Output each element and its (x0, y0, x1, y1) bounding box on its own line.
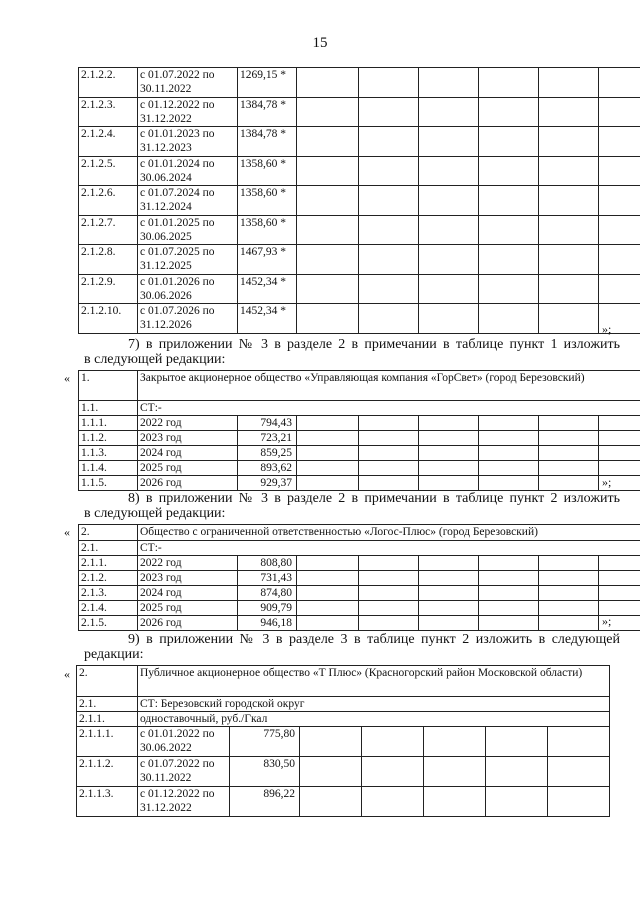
empty-cell (599, 431, 640, 446)
sub-num: 2.1. (77, 697, 138, 712)
empty-cell (359, 476, 419, 491)
empty-cell (479, 556, 539, 571)
empty-cell (419, 274, 479, 304)
row-num: 2.1.2.5. (79, 156, 138, 186)
empty-cell (479, 446, 539, 461)
paragraph-7-line-2: в следующей редакции: (84, 352, 226, 367)
row-period: с 01.12.2022 по 31.12.2022 (138, 787, 230, 817)
empty-cell (297, 431, 359, 446)
row-period: с 01.01.2022 по 30.06.2022 (138, 727, 230, 757)
tariff-table-continued (78, 67, 640, 334)
empty-cell (424, 787, 486, 817)
empty-cell (599, 556, 640, 571)
empty-cell (419, 68, 479, 98)
empty-cell (419, 616, 479, 631)
t-plus-table (76, 665, 610, 817)
empty-cell (599, 416, 640, 431)
empty-cell (297, 156, 359, 186)
empty-cell (539, 431, 599, 446)
empty-cell (479, 461, 539, 476)
row-value: 1384,78 * (238, 127, 297, 157)
empty-cell (539, 461, 599, 476)
table-row (79, 304, 640, 334)
empty-cell (297, 97, 359, 127)
sub-num: 1.1. (79, 401, 138, 416)
empty-cell (359, 156, 419, 186)
paragraph-9-line-1: 9) в приложении № 3 в разделе 3 в таблице пункт 2 изложить в следующей (128, 632, 620, 647)
empty-cell (359, 186, 419, 216)
table-row (79, 186, 640, 216)
row-year: 2023 год (138, 571, 238, 586)
empty-cell (300, 727, 362, 757)
gorsvet-table (78, 370, 640, 491)
empty-cell (479, 476, 539, 491)
row-year: 2023 год (138, 431, 238, 446)
opening-quote-mark: « (64, 371, 70, 385)
empty-cell (548, 727, 610, 757)
table-row (79, 601, 640, 616)
table-row (79, 616, 640, 631)
row-value: 794,43 (238, 416, 297, 431)
empty-cell (419, 461, 479, 476)
empty-cell (359, 571, 419, 586)
empty-cell (539, 245, 599, 275)
org-name: Общество с ограниченной ответственностью «Логос-Плюс» (город Березовский) (138, 525, 640, 541)
empty-cell (419, 245, 479, 275)
empty-cell (362, 727, 424, 757)
row-num: 1.1.5. (79, 476, 138, 491)
empty-cell (599, 245, 640, 275)
empty-cell (359, 586, 419, 601)
row-period: с 01.01.2025 по 30.06.2025 (138, 215, 238, 245)
sub-text: СТ:- (138, 401, 640, 416)
row-period: с 01.07.2024 по 31.12.2024 (138, 186, 238, 216)
empty-cell (486, 757, 548, 787)
empty-cell (419, 416, 479, 431)
empty-cell (297, 274, 359, 304)
row-value: 859,25 (238, 446, 297, 461)
empty-cell (297, 68, 359, 98)
row-period: с 01.07.2022 по 30.11.2022 (138, 757, 230, 787)
row-period: с 01.01.2026 по 30.06.2026 (138, 274, 238, 304)
empty-cell (486, 787, 548, 817)
empty-cell (297, 601, 359, 616)
empty-cell (539, 571, 599, 586)
empty-cell (539, 68, 599, 98)
row-value: 775,80 (230, 727, 300, 757)
empty-cell (539, 97, 599, 127)
empty-cell (539, 616, 599, 631)
paragraph-7-line-1: 7) в приложении № 3 в разделе 2 в примечании в таблице пункт 1 изложить (128, 337, 620, 352)
paragraph-8-line-1: 8) в приложении № 3 в разделе 2 в примечании в таблице пункт 2 изложить (128, 491, 620, 506)
empty-cell (539, 476, 599, 491)
empty-cell (359, 616, 419, 631)
empty-cell (479, 571, 539, 586)
empty-cell (419, 215, 479, 245)
closing-quote-mark: »; (602, 475, 612, 489)
row-period: с 01.12.2022 по 31.12.2022 (138, 97, 238, 127)
empty-cell (479, 68, 539, 98)
empty-cell (300, 757, 362, 787)
page-number: 15 (312, 35, 328, 51)
row-num: 2.1.2.3. (79, 97, 138, 127)
closing-quote-mark: »; (602, 614, 612, 628)
empty-cell (297, 616, 359, 631)
row-value: 896,22 (230, 787, 300, 817)
paragraph-9 (84, 632, 620, 662)
empty-cell (359, 556, 419, 571)
empty-cell (599, 446, 640, 461)
empty-cell (419, 431, 479, 446)
empty-cell (479, 186, 539, 216)
sub-text: СТ: Березовский городской округ (138, 697, 610, 712)
empty-cell (479, 97, 539, 127)
row-num: 2.1.2.2. (79, 68, 138, 98)
opening-quote-mark: « (64, 525, 70, 539)
row-num: 2.1.2.6. (79, 186, 138, 216)
empty-cell (297, 304, 359, 334)
empty-cell (599, 461, 640, 476)
row-num: 2.1.1.1. (77, 727, 138, 757)
empty-cell (479, 616, 539, 631)
empty-cell (539, 586, 599, 601)
empty-cell (359, 461, 419, 476)
row-year: 2024 год (138, 586, 238, 601)
empty-cell (359, 601, 419, 616)
empty-cell (479, 245, 539, 275)
empty-cell (599, 215, 640, 245)
row-value: 1452,34 * (238, 304, 297, 334)
empty-cell (297, 571, 359, 586)
paragraph-8-line-2: в следующей редакции: (84, 506, 226, 521)
empty-cell (297, 476, 359, 491)
sub2-num: 2.1.1. (77, 712, 138, 727)
table-row (79, 156, 640, 186)
empty-cell (419, 556, 479, 571)
table-row (79, 476, 640, 491)
empty-cell (359, 304, 419, 334)
empty-cell (359, 274, 419, 304)
empty-cell (424, 757, 486, 787)
empty-cell (359, 215, 419, 245)
empty-cell (539, 446, 599, 461)
empty-cell (599, 586, 640, 601)
empty-cell (599, 156, 640, 186)
table-row (79, 245, 640, 275)
table-row (79, 586, 640, 601)
row-num: 1.1.1. (79, 416, 138, 431)
table-row (77, 757, 610, 787)
row-num: 2.1.1.3. (77, 787, 138, 817)
empty-cell (599, 97, 640, 127)
empty-cell (297, 446, 359, 461)
row-year: 2025 год (138, 461, 238, 476)
row-value: 1358,60 * (238, 215, 297, 245)
empty-cell (297, 416, 359, 431)
empty-cell (539, 274, 599, 304)
empty-cell (297, 556, 359, 571)
empty-cell (359, 446, 419, 461)
row-year: 2022 год (138, 556, 238, 571)
empty-cell (419, 304, 479, 334)
row-value: 1384,78 * (238, 97, 297, 127)
empty-cell (599, 127, 640, 157)
row-year: 2025 год (138, 601, 238, 616)
empty-cell (479, 304, 539, 334)
paragraph-7 (84, 337, 620, 367)
row-period: с 01.07.2022 по 30.11.2022 (138, 68, 238, 98)
row-value: 946,18 (238, 616, 297, 631)
row-period: с 01.07.2025 по 31.12.2025 (138, 245, 238, 275)
empty-cell (359, 431, 419, 446)
row-num: 2.1.2.4. (79, 127, 138, 157)
empty-cell (359, 416, 419, 431)
table-row (79, 274, 640, 304)
row-value: 723,21 (238, 431, 297, 446)
table-row (79, 416, 640, 431)
empty-cell (424, 727, 486, 757)
row-year: 2026 год (138, 616, 238, 631)
empty-cell (539, 556, 599, 571)
empty-cell (479, 416, 539, 431)
empty-cell (548, 787, 610, 817)
table-row (77, 727, 610, 757)
row-value: 909,79 (238, 601, 297, 616)
empty-cell (479, 215, 539, 245)
row-num: 2.1.2.7. (79, 215, 138, 245)
empty-cell (419, 601, 479, 616)
empty-cell (539, 186, 599, 216)
empty-cell (479, 431, 539, 446)
table-row (79, 215, 640, 245)
org-num: 2. (77, 666, 138, 697)
row-num: 2.1.2.10. (79, 304, 138, 334)
sub-text: СТ:- (138, 541, 640, 556)
empty-cell (419, 186, 479, 216)
empty-cell (599, 186, 640, 216)
row-period: с 01.01.2024 по 30.06.2024 (138, 156, 238, 186)
row-value: 1269,15 * (238, 68, 297, 98)
org-num: 2. (79, 525, 138, 541)
empty-cell (539, 601, 599, 616)
opening-quote-mark: « (64, 667, 70, 681)
row-value: 1467,93 * (238, 245, 297, 275)
empty-cell (539, 304, 599, 334)
empty-cell (419, 97, 479, 127)
sub-num: 2.1. (79, 541, 138, 556)
empty-cell (479, 601, 539, 616)
row-num: 2.1.1. (79, 556, 138, 571)
empty-cell (297, 586, 359, 601)
empty-cell (539, 127, 599, 157)
empty-cell (419, 571, 479, 586)
empty-cell (359, 68, 419, 98)
empty-cell (362, 757, 424, 787)
row-num: 2.1.5. (79, 616, 138, 631)
empty-cell (599, 274, 640, 304)
empty-cell (419, 127, 479, 157)
row-year: 2022 год (138, 416, 238, 431)
empty-cell (539, 416, 599, 431)
empty-cell (479, 586, 539, 601)
row-value: 808,80 (238, 556, 297, 571)
paragraph-9-line-2: редакции: (84, 647, 144, 662)
empty-cell (297, 215, 359, 245)
empty-cell (599, 68, 640, 98)
row-num: 1.1.4. (79, 461, 138, 476)
empty-cell (486, 727, 548, 757)
table-row (79, 127, 640, 157)
row-num: 2.1.2. (79, 571, 138, 586)
row-period: с 01.01.2023 по 31.12.2023 (138, 127, 238, 157)
row-value: 1358,60 * (238, 156, 297, 186)
empty-cell (300, 787, 362, 817)
closing-quote-mark: »; (602, 322, 612, 336)
table-row (79, 461, 640, 476)
empty-cell (359, 127, 419, 157)
logos-plus-table (78, 524, 640, 631)
row-num: 1.1.3. (79, 446, 138, 461)
empty-cell (359, 245, 419, 275)
empty-cell (479, 274, 539, 304)
table-row (79, 97, 640, 127)
row-year: 2026 год (138, 476, 238, 491)
empty-cell (419, 476, 479, 491)
empty-cell (548, 757, 610, 787)
empty-cell (297, 245, 359, 275)
empty-cell (359, 97, 419, 127)
row-value: 1358,60 * (238, 186, 297, 216)
empty-cell (419, 586, 479, 601)
row-num: 1.1.2. (79, 431, 138, 446)
row-num: 2.1.4. (79, 601, 138, 616)
paragraph-8 (84, 491, 620, 521)
row-num: 2.1.2.9. (79, 274, 138, 304)
empty-cell (297, 127, 359, 157)
row-year: 2024 год (138, 446, 238, 461)
empty-cell (599, 571, 640, 586)
row-value: 893,62 (238, 461, 297, 476)
table-row (79, 68, 640, 98)
row-num: 2.1.2.8. (79, 245, 138, 275)
empty-cell (479, 156, 539, 186)
table-row (79, 556, 640, 571)
row-value: 1452,34 * (238, 274, 297, 304)
org-name: Публичное акционерное общество «Т Плюс» (Красногорский район Московской области) (138, 666, 610, 697)
row-period: с 01.07.2026 по 31.12.2026 (138, 304, 238, 334)
row-value: 830,50 (230, 757, 300, 787)
org-name: Закрытое акционерное общество «Управляющая компания «ГорСвет» (город Березовский) (138, 371, 640, 401)
row-value: 731,43 (238, 571, 297, 586)
empty-cell (419, 446, 479, 461)
empty-cell (419, 156, 479, 186)
org-num: 1. (79, 371, 138, 401)
table-row (77, 787, 610, 817)
empty-cell (362, 787, 424, 817)
empty-cell (539, 215, 599, 245)
empty-cell (297, 461, 359, 476)
empty-cell (297, 186, 359, 216)
sub2-text: одноставочный, руб./Гкал (138, 712, 610, 727)
row-num: 2.1.1.2. (77, 757, 138, 787)
empty-cell (479, 127, 539, 157)
row-value: 929,37 (238, 476, 297, 491)
row-value: 874,80 (238, 586, 297, 601)
table-row (79, 446, 640, 461)
empty-cell (539, 156, 599, 186)
table-row (79, 571, 640, 586)
table-row (79, 431, 640, 446)
row-num: 2.1.3. (79, 586, 138, 601)
